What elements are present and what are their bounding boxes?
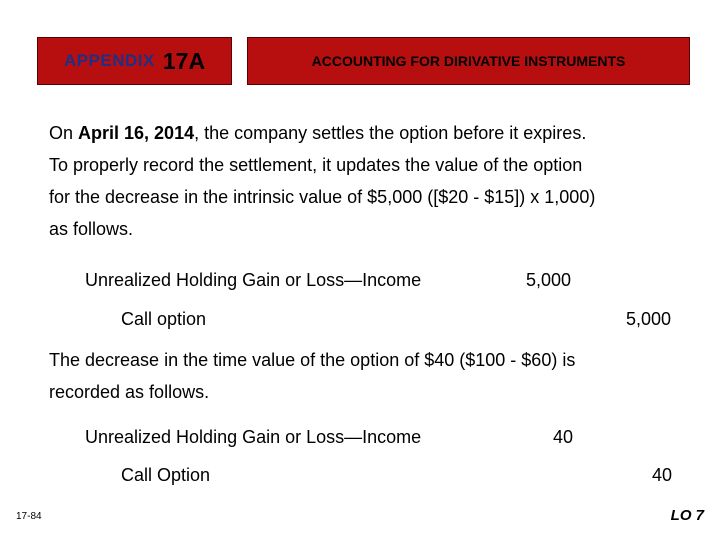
- appendix-number: 17A: [162, 47, 206, 74]
- paragraph-line: as follows.: [49, 219, 134, 239]
- settlement-date: April 16, 2014: [78, 123, 195, 143]
- paragraph-prefix: On: [49, 123, 79, 143]
- slide-title: ACCOUNTING FOR DIRIVATIVE INSTRUMENTS: [311, 53, 626, 69]
- paragraph-line: for the decrease in the intrinsic value of $5,000 ([$20 - $15]) x 1,000): [49, 187, 596, 207]
- slide-number: 17-84: [16, 511, 42, 522]
- paragraph-line: The decrease in the time value of the option of $40 ($100 - $60) is: [49, 350, 576, 370]
- paragraph-line: [49, 117, 689, 149]
- entry1-debit-amount: 5,000: [526, 270, 572, 290]
- entry2-debit-account: Unrealized Holding Gain or Loss—Income: [85, 427, 422, 447]
- appendix-label: APPENDIX: [63, 51, 155, 70]
- entry1-credit-amount: 5,000: [626, 309, 672, 329]
- paragraph-text: , the company settles the option before it expires.: [194, 123, 587, 143]
- appendix-header-box: [37, 37, 232, 85]
- paragraph-line: recorded as follows.: [49, 382, 210, 402]
- learning-objective: LO 7: [670, 507, 704, 524]
- settlement-paragraph: [49, 117, 689, 245]
- time-value-paragraph: [49, 344, 689, 408]
- paragraph-line: To properly record the settlement, it updates the value of the option: [49, 155, 583, 175]
- entry2-debit-amount: 40: [553, 427, 574, 447]
- title-header-box: [247, 37, 690, 85]
- entry1-debit-account: Unrealized Holding Gain or Loss—Income: [85, 270, 422, 290]
- entry2-credit-amount: 40: [652, 465, 673, 485]
- entry2-credit-account: Call Option: [121, 465, 211, 485]
- entry1-credit-account: Call option: [121, 309, 207, 329]
